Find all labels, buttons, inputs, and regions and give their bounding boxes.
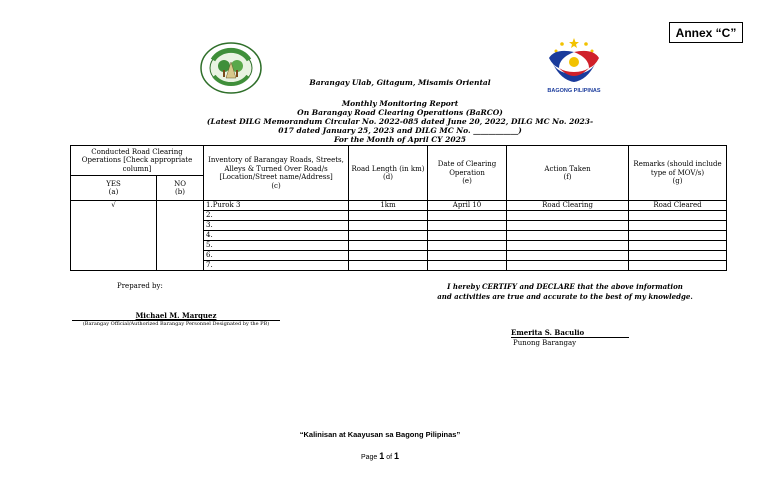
- header-road-length-letter: (d): [383, 173, 393, 181]
- header-date-letter: (e): [462, 177, 472, 186]
- header-date: [428, 146, 507, 201]
- header-remarks-letter: (g): [672, 177, 683, 186]
- certification-statement: [400, 282, 730, 302]
- length-cell: [349, 251, 428, 261]
- header-inventory: [204, 146, 349, 201]
- road-cell: 3.: [204, 221, 349, 231]
- remarks-cell: [629, 251, 727, 261]
- certifier-name: Emerita S. Baculio: [511, 328, 629, 338]
- prepared-by-label: Prepared by:: [117, 282, 163, 290]
- action-cell: [507, 261, 629, 271]
- report-month: For the Month of April CY 2025: [333, 135, 467, 144]
- header-inventory-letter: (c): [271, 181, 281, 190]
- page-prefix: Page: [360, 454, 378, 461]
- header-action-letter: (f): [563, 173, 572, 181]
- header-remarks-text: Remarks (should include type of MOV/s): [633, 160, 722, 177]
- length-cell: [349, 241, 428, 251]
- page-number: [330, 451, 430, 461]
- remarks-cell: [629, 211, 727, 221]
- header-no-letter: (b): [175, 188, 185, 196]
- length-cell: 1km: [349, 201, 428, 211]
- slogan: “Kalinisan at Kaayusan sa Bagong Pilipinas”: [299, 430, 461, 439]
- no-cell: [157, 201, 204, 271]
- road-cell: 4.: [204, 231, 349, 241]
- preparer-signature-block: [70, 311, 282, 327]
- action-cell: [507, 231, 629, 241]
- header-date-text: Date of Clearing Operation: [437, 160, 497, 177]
- header-road-length: [349, 146, 428, 201]
- header-yes-letter: (a): [108, 188, 119, 196]
- length-cell: [349, 221, 428, 231]
- header-no-text: NO: [174, 179, 186, 188]
- header-location: Barangay Ulab, Gitagum, Misamis Oriental: [309, 78, 491, 87]
- yes-cell: √: [71, 201, 157, 271]
- road-cell: 1.Purok 3: [204, 201, 349, 211]
- action-cell: Road Clearing: [507, 201, 629, 211]
- remarks-cell: [629, 261, 727, 271]
- header-block: [200, 99, 600, 144]
- remarks-cell: Road Cleared: [629, 201, 727, 211]
- date-cell: [428, 251, 507, 261]
- certify-line-2: and activities are true and accurate to the best of my knowledge.: [437, 292, 693, 301]
- certifier-role: Punong Barangay: [513, 339, 577, 347]
- action-cell: [507, 211, 629, 221]
- preparer-name: Michael M. Marquez: [135, 311, 217, 320]
- date-cell: [428, 211, 507, 221]
- annex-label: Annex “C”: [669, 22, 743, 43]
- header-yes: [71, 176, 157, 201]
- length-cell: [349, 231, 428, 241]
- header-conducted-clearing: Conducted Road Clearing Operations [Check appropriate column]: [71, 146, 204, 176]
- header-no: [157, 176, 204, 201]
- report-subtitle: On Barangay Road Clearing Operations (BaRCO): [297, 108, 503, 117]
- road-cell: 2.: [204, 211, 349, 221]
- page-of: of: [386, 454, 393, 461]
- action-cell: [507, 221, 629, 231]
- remarks-cell: [629, 241, 727, 251]
- date-cell: [428, 231, 507, 241]
- action-cell: [507, 241, 629, 251]
- monitoring-table: [70, 145, 727, 271]
- table-row: [71, 201, 727, 211]
- length-cell: [349, 211, 428, 221]
- certify-line-1: I hereby CERTIFY and DECLARE that the above information: [447, 282, 683, 291]
- road-cell: 7.: [204, 261, 349, 271]
- report-circular: (Latest DILG Memorandum Circular No. 2022-085 dated June 20, 2022, DILG MC No. 2023-017 dated January 25, 2023 and DILG MC No. ____________): [206, 117, 594, 135]
- date-cell: April 10: [428, 201, 507, 211]
- certifier-signature-block: [511, 328, 629, 347]
- remarks-cell: [629, 221, 727, 231]
- header-remarks: [629, 146, 727, 201]
- date-cell: [428, 241, 507, 251]
- length-cell: [349, 261, 428, 271]
- header-road-length-text: Road Length (in km): [351, 164, 425, 173]
- page-total: 1: [394, 451, 400, 461]
- date-cell: [428, 261, 507, 271]
- report-title: Monthly Monitoring Report: [341, 99, 459, 108]
- header-action: [507, 146, 629, 201]
- bagong-pilipinas-logo: [545, 36, 603, 86]
- bagong-pilipinas-caption: BAGONG PILIPINAS: [547, 88, 601, 94]
- header-yes-text: YES: [106, 179, 121, 188]
- page-current: 1: [379, 451, 385, 461]
- header-action-text: Action Taken: [544, 164, 591, 173]
- road-cell: 6.: [204, 251, 349, 261]
- action-cell: [507, 251, 629, 261]
- preparer-role: (Barangay Official/Authorized Barangay Personnel Designated by the PB): [72, 320, 280, 327]
- remarks-cell: [629, 231, 727, 241]
- header-inventory-text: Inventory of Barangay Roads, Streets, Alleys & Turned Over Road/s [Location/Street name/Address]: [208, 156, 344, 181]
- road-cell: 5.: [204, 241, 349, 251]
- date-cell: [428, 221, 507, 231]
